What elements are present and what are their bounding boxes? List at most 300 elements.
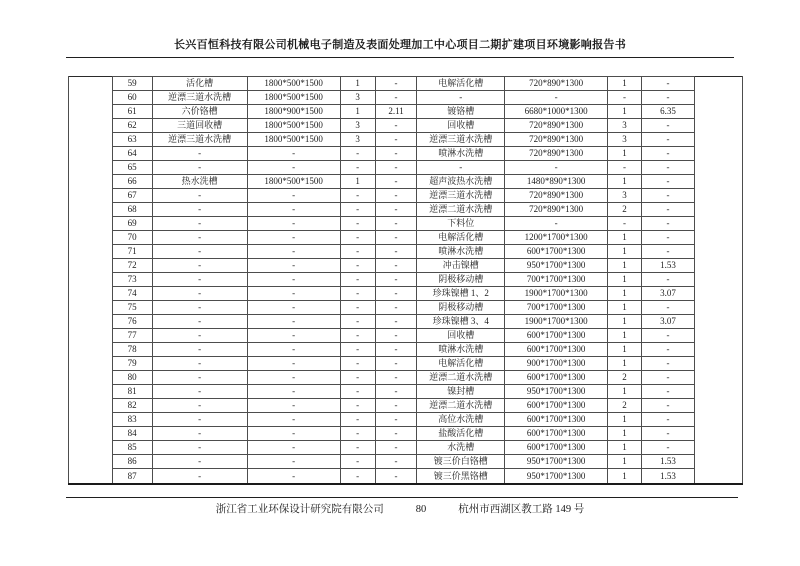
equipment-table <box>68 76 743 485</box>
cell-area_2: - <box>641 245 694 259</box>
cell-dimensions_2: 1200*1700*1300 <box>505 231 608 245</box>
cell-qty_1: - <box>340 357 375 371</box>
cell-dimensions_2: 6680*1000*1300 <box>505 105 608 119</box>
cell-area_1: - <box>375 231 417 245</box>
cell-dimensions_2: 720*890*1300 <box>505 147 608 161</box>
cell-qty_2: 1 <box>608 245 642 259</box>
cell-no: 73 <box>112 273 152 287</box>
cell-tank_name_2: 回收槽 <box>417 329 505 343</box>
table-row <box>69 329 743 343</box>
cell-dimensions_2: 950*1700*1300 <box>505 469 608 484</box>
cell-dimensions_1: - <box>247 203 340 217</box>
cell-tank_name_2: 镀铬槽 <box>417 105 505 119</box>
cell-tank_name_2: - <box>417 91 505 105</box>
cell-dimensions_1: - <box>247 441 340 455</box>
cell-tank_name_2: 逆漂二道水洗槽 <box>417 203 505 217</box>
cell-qty_2: - <box>608 91 642 105</box>
table-row <box>69 189 743 203</box>
cell-tank_name_2: 珍珠镍槽 1、2 <box>417 287 505 301</box>
cell-area_1: - <box>375 343 417 357</box>
cell-tank_name_1: - <box>152 441 247 455</box>
cell-tank_name_2: 镍封槽 <box>417 385 505 399</box>
cell-qty_1: - <box>340 427 375 441</box>
cell-area_2: - <box>641 399 694 413</box>
table-row <box>69 399 743 413</box>
cell-qty_1: - <box>340 455 375 469</box>
cell-area_2: - <box>641 161 694 175</box>
table-row <box>69 77 743 91</box>
table-row <box>69 105 743 119</box>
cell-area_1: - <box>375 413 417 427</box>
cell-dimensions_1: 1800*500*1500 <box>247 175 340 189</box>
cell-qty_1: - <box>340 231 375 245</box>
cell-area_2: - <box>641 441 694 455</box>
cell-area_2: - <box>641 427 694 441</box>
cell-qty_2: 1 <box>608 259 642 273</box>
cell-dimensions_1: 1800*500*1500 <box>247 133 340 147</box>
table-row <box>69 161 743 175</box>
cell-no: 81 <box>112 385 152 399</box>
cell-qty_2: 1 <box>608 357 642 371</box>
table-row <box>69 469 743 484</box>
cell-dimensions_2: - <box>505 161 608 175</box>
cell-qty_2: 1 <box>608 105 642 119</box>
cell-dimensions_2: 600*1700*1300 <box>505 413 608 427</box>
cell-dimensions_2: 950*1700*1300 <box>505 455 608 469</box>
cell-dimensions_1: - <box>247 147 340 161</box>
cell-qty_2: 2 <box>608 399 642 413</box>
cell-area_2: - <box>641 385 694 399</box>
cell-qty_2: 1 <box>608 315 642 329</box>
cell-qty_1: 1 <box>340 175 375 189</box>
cell-dimensions_2: 950*1700*1300 <box>505 259 608 273</box>
cell-dimensions_1: - <box>247 343 340 357</box>
cell-dimensions_1: - <box>247 385 340 399</box>
cell-tank_name_1: - <box>152 161 247 175</box>
cell-dimensions_1: - <box>247 329 340 343</box>
cell-tank_name_2: 水洗槽 <box>417 441 505 455</box>
cell-area_1: - <box>375 189 417 203</box>
cell-area_1: - <box>375 133 417 147</box>
cell-area_1: - <box>375 217 417 231</box>
cell-no: 75 <box>112 301 152 315</box>
cell-area_1: - <box>375 161 417 175</box>
footer-divider-rule <box>66 497 738 498</box>
cell-tank_name_1: - <box>152 371 247 385</box>
cell-qty_1: - <box>340 161 375 175</box>
cell-tank_name_1: - <box>152 147 247 161</box>
cell-no: 65 <box>112 161 152 175</box>
cell-tank_name_2: 逆漂二道水洗槽 <box>417 399 505 413</box>
cell-qty_1: 3 <box>340 91 375 105</box>
cell-dimensions_2: 720*890*1300 <box>505 77 608 91</box>
cell-qty_1: - <box>340 273 375 287</box>
cell-no: 87 <box>112 469 152 484</box>
cell-qty_1: - <box>340 287 375 301</box>
cell-dimensions_2: 600*1700*1300 <box>505 399 608 413</box>
cell-tank_name_2: 喷淋水洗槽 <box>417 147 505 161</box>
cell-tank_name_1: - <box>152 469 247 484</box>
cell-qty_1: - <box>340 329 375 343</box>
cell-tank_name_1: - <box>152 189 247 203</box>
cell-no: 78 <box>112 343 152 357</box>
cell-no: 59 <box>112 77 152 91</box>
cell-dimensions_1: - <box>247 371 340 385</box>
cell-area_2: - <box>641 371 694 385</box>
cell-area_2: - <box>641 203 694 217</box>
cell-qty_2: 1 <box>608 329 642 343</box>
cell-qty_2: 1 <box>608 441 642 455</box>
cell-dimensions_2: - <box>505 217 608 231</box>
cell-area_1: - <box>375 385 417 399</box>
cell-tank_name_2: 回收槽 <box>417 119 505 133</box>
table-row <box>69 287 743 301</box>
cell-dimensions_1: - <box>247 287 340 301</box>
cell-qty_2: 1 <box>608 287 642 301</box>
cell-area_2: 1.53 <box>641 259 694 273</box>
cell-no: 72 <box>112 259 152 273</box>
cell-tank_name_1: - <box>152 455 247 469</box>
cell-no: 62 <box>112 119 152 133</box>
cell-dimensions_1: - <box>247 273 340 287</box>
cell-area_1: - <box>375 91 417 105</box>
cell-tank_name_1: - <box>152 287 247 301</box>
cell-qty_2: 1 <box>608 273 642 287</box>
table-row <box>69 231 743 245</box>
cell-dimensions_2: 600*1700*1300 <box>505 427 608 441</box>
cell-no: 79 <box>112 357 152 371</box>
cell-no: 68 <box>112 203 152 217</box>
cell-tank_name_1: - <box>152 315 247 329</box>
cell-dimensions_1: - <box>247 217 340 231</box>
cell-area_1: - <box>375 357 417 371</box>
cell-no: 74 <box>112 287 152 301</box>
cell-tank_name_1: - <box>152 413 247 427</box>
cell-area_1: - <box>375 287 417 301</box>
cell-dimensions_2: 720*890*1300 <box>505 133 608 147</box>
cell-qty_1: - <box>340 259 375 273</box>
table-row <box>69 315 743 329</box>
cell-area_2: - <box>641 147 694 161</box>
cell-tank_name_2: 盐酸活化槽 <box>417 427 505 441</box>
cell-dimensions_2: 720*890*1300 <box>505 119 608 133</box>
page-footer <box>0 501 800 516</box>
cell-tank_name_2: 电解活化槽 <box>417 357 505 371</box>
cell-area_2: 6.35 <box>641 105 694 119</box>
cell-tank_name_2: 下料位 <box>417 217 505 231</box>
cell-qty_2: 1 <box>608 77 642 91</box>
cell-qty_1: - <box>340 301 375 315</box>
cell-tank_name_1: 逆漂三道水洗槽 <box>152 91 247 105</box>
cell-qty_1: 1 <box>340 105 375 119</box>
cell-qty_1: - <box>340 441 375 455</box>
cell-qty_2: 2 <box>608 371 642 385</box>
cell-qty_1: - <box>340 203 375 217</box>
cell-dimensions_2: 600*1700*1300 <box>505 343 608 357</box>
cell-no: 80 <box>112 371 152 385</box>
cell-qty_2: 1 <box>608 147 642 161</box>
cell-tank_name_1: 逆漂三道水洗槽 <box>152 133 247 147</box>
cell-dimensions_2: 700*1700*1300 <box>505 301 608 315</box>
cell-area_1: - <box>375 469 417 484</box>
cell-dimensions_1: - <box>247 231 340 245</box>
cell-tank_name_2: 镀三价白铬槽 <box>417 455 505 469</box>
cell-qty_2: 1 <box>608 231 642 245</box>
cell-tank_name_1: - <box>152 273 247 287</box>
cell-no: 61 <box>112 105 152 119</box>
cell-tank_name_1: - <box>152 245 247 259</box>
cell-qty_1: - <box>340 217 375 231</box>
cell-dimensions_2: 600*1700*1300 <box>505 441 608 455</box>
cell-dimensions_1: - <box>247 161 340 175</box>
cell-tank_name_2: - <box>417 161 505 175</box>
cell-tank_name_2: 逆漂二道水洗槽 <box>417 371 505 385</box>
cell-area_1: - <box>375 119 417 133</box>
table-row <box>69 259 743 273</box>
cell-no: 76 <box>112 315 152 329</box>
cell-dimensions_2: 1900*1700*1300 <box>505 287 608 301</box>
cell-area_1: - <box>375 427 417 441</box>
cell-dimensions_2: 600*1700*1300 <box>505 371 608 385</box>
cell-dimensions_2: - <box>505 91 608 105</box>
cell-dimensions_1: - <box>247 413 340 427</box>
table-row <box>69 203 743 217</box>
cell-dimensions_2: 720*890*1300 <box>505 203 608 217</box>
cell-tank_name_2: 超声波热水洗槽 <box>417 175 505 189</box>
cell-no: 66 <box>112 175 152 189</box>
cell-qty_2: 1 <box>608 175 642 189</box>
cell-tank_name_1: - <box>152 203 247 217</box>
cell-qty_1: - <box>340 469 375 484</box>
table-row <box>69 385 743 399</box>
cell-area_2: - <box>641 413 694 427</box>
cell-no: 67 <box>112 189 152 203</box>
cell-qty_2: 1 <box>608 385 642 399</box>
cell-area_1: - <box>375 203 417 217</box>
cell-dimensions_1: - <box>247 427 340 441</box>
cell-tank_name_2: 阴极移动槽 <box>417 273 505 287</box>
cell-area_1: - <box>375 147 417 161</box>
cell-qty_1: - <box>340 385 375 399</box>
cell-area_1: - <box>375 301 417 315</box>
cell-qty_2: - <box>608 217 642 231</box>
table-row <box>69 133 743 147</box>
cell-qty_2: 1 <box>608 343 642 357</box>
cell-area_1: - <box>375 245 417 259</box>
cell-tank_name_1: - <box>152 357 247 371</box>
cell-area_2: - <box>641 231 694 245</box>
cell-qty_2: 1 <box>608 455 642 469</box>
cell-tank_name_1: 六价铬槽 <box>152 105 247 119</box>
table-row <box>69 245 743 259</box>
cell-no: 64 <box>112 147 152 161</box>
cell-dimensions_1: - <box>247 189 340 203</box>
cell-qty_2: 3 <box>608 133 642 147</box>
cell-no: 86 <box>112 455 152 469</box>
cell-tank_name_1: - <box>152 399 247 413</box>
cell-dimensions_1: - <box>247 357 340 371</box>
cell-qty_1: - <box>340 245 375 259</box>
cell-tank_name_1: - <box>152 329 247 343</box>
cell-no: 82 <box>112 399 152 413</box>
cell-tank_name_2: 高位水洗槽 <box>417 413 505 427</box>
table-row <box>69 147 743 161</box>
cell-area_2: - <box>641 343 694 357</box>
cell-tank_name_1: 活化槽 <box>152 77 247 91</box>
cell-tank_name_2: 喷淋水洗槽 <box>417 245 505 259</box>
cell-qty_2: 1 <box>608 427 642 441</box>
cell-qty_2: - <box>608 161 642 175</box>
cell-qty_1: - <box>340 315 375 329</box>
cell-dimensions_1: 1800*500*1500 <box>247 119 340 133</box>
cell-area_1: - <box>375 329 417 343</box>
cell-no: 85 <box>112 441 152 455</box>
footer-address: 杭州市西湖区教工路 149 号 <box>458 504 585 515</box>
cell-dimensions_2: 720*890*1300 <box>505 189 608 203</box>
cell-qty_1: - <box>340 399 375 413</box>
cell-area_2: 3.07 <box>641 287 694 301</box>
cell-tank_name_2: 电解活化槽 <box>417 231 505 245</box>
cell-tank_name_2: 喷淋水洗槽 <box>417 343 505 357</box>
cell-no: 71 <box>112 245 152 259</box>
table-row <box>69 413 743 427</box>
header-divider-rule <box>66 57 734 58</box>
cell-area_1: - <box>375 315 417 329</box>
cell-area_2: 1.53 <box>641 455 694 469</box>
cell-tank_name_2: 镀三价黑铬槽 <box>417 469 505 484</box>
cell-dimensions_1: - <box>247 399 340 413</box>
cell-no: 83 <box>112 413 152 427</box>
cell-no: 84 <box>112 427 152 441</box>
table-row <box>69 273 743 287</box>
cell-area_2: - <box>641 175 694 189</box>
cell-area_1: - <box>375 399 417 413</box>
cell-dimensions_1: - <box>247 469 340 484</box>
cell-dimensions_1: 1800*500*1500 <box>247 91 340 105</box>
cell-no: 69 <box>112 217 152 231</box>
cell-area_1: - <box>375 441 417 455</box>
cell-area_1: - <box>375 175 417 189</box>
cell-tank_name_1: 热水洗槽 <box>152 175 247 189</box>
cell-area_2: 1.53 <box>641 469 694 484</box>
report-header-title: 长兴百恒科技有限公司机械电子制造及表面处理加工中心项目二期扩建项目环境影响报告书 <box>174 39 626 51</box>
cell-qty_2: 3 <box>608 189 642 203</box>
table-row <box>69 175 743 189</box>
cell-qty_1: - <box>340 147 375 161</box>
cell-area_2: - <box>641 119 694 133</box>
cell-dimensions_2: 900*1700*1300 <box>505 357 608 371</box>
cell-tank_name_1: 三道回收槽 <box>152 119 247 133</box>
right-merged-spacer-cell <box>695 77 743 485</box>
cell-area_2: - <box>641 357 694 371</box>
cell-tank_name_1: - <box>152 343 247 357</box>
cell-qty_1: - <box>340 189 375 203</box>
cell-dimensions_1: 1800*500*1500 <box>247 77 340 91</box>
cell-dimensions_1: - <box>247 301 340 315</box>
table-row <box>69 371 743 385</box>
cell-qty_1: 1 <box>340 77 375 91</box>
cell-dimensions_2: 950*1700*1300 <box>505 385 608 399</box>
cell-qty_1: 3 <box>340 119 375 133</box>
cell-tank_name_2: 阴极移动槽 <box>417 301 505 315</box>
cell-dimensions_2: 600*1700*1300 <box>505 329 608 343</box>
cell-area_1: - <box>375 455 417 469</box>
cell-dimensions_2: 700*1700*1300 <box>505 273 608 287</box>
table-row <box>69 357 743 371</box>
cell-no: 70 <box>112 231 152 245</box>
cell-tank_name_1: - <box>152 231 247 245</box>
cell-tank_name_2: 冲击镍槽 <box>417 259 505 273</box>
cell-no: 77 <box>112 329 152 343</box>
cell-qty_2: 1 <box>608 301 642 315</box>
cell-qty_2: 1 <box>608 469 642 484</box>
cell-dimensions_1: 1800*900*1500 <box>247 105 340 119</box>
table-row <box>69 343 743 357</box>
cell-tank_name_2: 珍珠镍槽 3、4 <box>417 315 505 329</box>
table-row <box>69 441 743 455</box>
footer-page-number: 80 <box>415 504 427 515</box>
cell-area_1: - <box>375 259 417 273</box>
cell-area_1: - <box>375 273 417 287</box>
cell-tank_name_1: - <box>152 427 247 441</box>
cell-tank_name_1: - <box>152 301 247 315</box>
cell-no: 63 <box>112 133 152 147</box>
cell-area_1: - <box>375 371 417 385</box>
equipment-table-body <box>69 77 743 485</box>
table-row <box>69 217 743 231</box>
cell-dimensions_1: - <box>247 245 340 259</box>
cell-tank_name_2: 逆漂三道水洗槽 <box>417 133 505 147</box>
cell-area_2: - <box>641 301 694 315</box>
cell-tank_name_1: - <box>152 217 247 231</box>
cell-qty_2: 3 <box>608 119 642 133</box>
table-row <box>69 301 743 315</box>
cell-area_2: 3.07 <box>641 315 694 329</box>
cell-dimensions_1: - <box>247 259 340 273</box>
cell-qty_1: - <box>340 371 375 385</box>
table-row <box>69 91 743 105</box>
cell-qty_2: 1 <box>608 413 642 427</box>
cell-area_1: 2.11 <box>375 105 417 119</box>
cell-dimensions_2: 1900*1700*1300 <box>505 315 608 329</box>
cell-qty_1: - <box>340 343 375 357</box>
cell-qty_1: 3 <box>340 133 375 147</box>
cell-area_2: - <box>641 189 694 203</box>
cell-qty_2: 2 <box>608 203 642 217</box>
cell-qty_1: - <box>340 413 375 427</box>
left-merged-spacer-cell <box>69 77 113 485</box>
cell-area_2: - <box>641 133 694 147</box>
cell-dimensions_1: - <box>247 455 340 469</box>
cell-tank_name_1: - <box>152 385 247 399</box>
cell-dimensions_2: 1480*890*1300 <box>505 175 608 189</box>
cell-no: 60 <box>112 91 152 105</box>
cell-area_1: - <box>375 77 417 91</box>
cell-area_2: - <box>641 329 694 343</box>
footer-company: 浙江省工业环保设计研究院有限公司 <box>215 504 384 515</box>
cell-tank_name_1: - <box>152 259 247 273</box>
cell-tank_name_2: 逆漂三道水洗槽 <box>417 189 505 203</box>
cell-dimensions_2: 600*1700*1300 <box>505 245 608 259</box>
cell-dimensions_1: - <box>247 315 340 329</box>
table-row <box>69 455 743 469</box>
table-row <box>69 427 743 441</box>
cell-area_2: - <box>641 217 694 231</box>
table-row <box>69 119 743 133</box>
cell-area_2: - <box>641 273 694 287</box>
cell-area_2: - <box>641 91 694 105</box>
cell-tank_name_2: 电解活化槽 <box>417 77 505 91</box>
